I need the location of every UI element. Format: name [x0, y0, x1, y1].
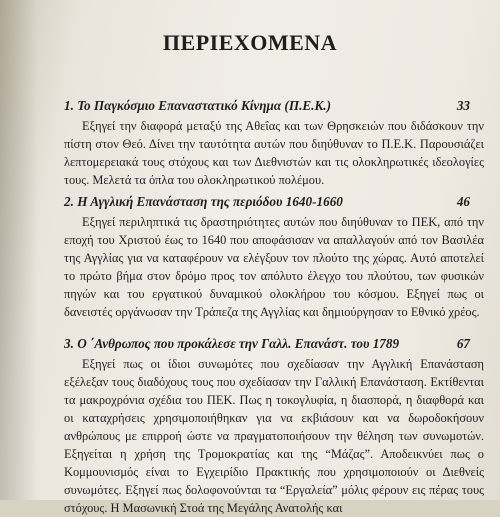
toc-entry	[64, 336, 484, 517]
toc-entry-summary: Εξηγεί την διαφορά μεταξύ της Αθεΐας και των Θρησκειών που διδάσκουν την πίστη στον Θεό. Δίνει την ταυτότητα αυτών που διηύθυναν το Π.Ε.Κ. Παρουσιάζει λεπτομερειακά τους στόχους και των Διεθνιστών και τις ολοκληρωτικές ιδεολογίες τους. Μελετά τα όπλα του ολοκληρωτικού πολέμου.	[64, 119, 484, 187]
toc-entry-title: 1. Το Παγκόσμιο Επαναστατικό Κίνημα (Π.Ε.Κ.)	[64, 98, 331, 113]
toc-entry-page-number: 46	[456, 194, 470, 209]
toc-entry-summary: Εξηγεί περιληπτικά τις δραστηριότητες αυτών που διηύθυναν το ΠΕΚ, από την εποχή του Χριστού έως το 1640 που αποφάσισαν να απαλλαγούν από τον Βασιλέα της Αγγλίας για να καταφέρουν να ελέγξουν τον πλούτο της χώρας. Αυτό αποτελεί το πρώτο βήμα στον δρόμο προς τον απόλυτο έλεγχο του πλούτου, των φυσικών πηγών και του εργατικού δυναμικού ολοκλήρου του κόσμου. Εξηγεί πως οι δανειστές οργάνωσαν την Τράπεζα της Αγγλίας και δημιούργησαν το Εθνικό χρέος.	[64, 215, 484, 319]
toc-entry-heading-row	[64, 98, 484, 114]
toc-entry-heading-row	[64, 336, 484, 352]
page-title: ΠΕΡΙΕΧΟΜΕΝΑ	[162, 30, 338, 55]
toc-entry-title: 3. Ο ΄Ανθρωπος που προκάλεσε την Γαλλ. Επανάστ. του 1789	[64, 336, 400, 351]
toc-entry-page-number: 33	[456, 98, 470, 113]
toc-entry-summary: Εξηγεί πως οι ίδιοι συνωμότες που σχεδίασαν την Αγγλική Επανάσταση εξέλεξαν τους διαδόχους τους που σχεδίασαν την Γαλλική Επανάσταση. Εκτίθενται τα μακροχρόνια σχέδια του ΠΕΚ. Πως η τοκογλυφία, η διασπορά, η διαφθορά και οι καταχρήσεις χρησιμοποιήθηκαν για να εκβιάσουν και να δωροδοκήσουν ανθρώπους με επιρροή ώστε να πραγματοποιήσουν την θέληση των συνωμοτών. Εξηγείται η χρήση της Τρομοκρατίας και της “Μάζας”. Αποδεικνύει πως ο Κομμουνισμός είναι το Εγχειρίδιο Πρακτικής που χρησιμοποιούν οι Διεθνείς συνωμότες. Εξηγεί πως δολοφονούνται τα “Εργαλεία” μόλις φέρουν εις πέρας τους στόχους. Η Μασωνική Στοά της Μεγάλης Ανατολής και	[64, 357, 484, 515]
toc-entry-page-number: 67	[456, 336, 470, 351]
toc-entry-title: 2. Η Αγγλική Επανάσταση της περιόδου 1640-1660	[64, 194, 343, 209]
toc-entry	[64, 98, 484, 189]
toc-entry-heading-row	[64, 194, 484, 210]
page-spine-shadow	[0, 0, 38, 500]
toc-entry	[64, 194, 484, 321]
